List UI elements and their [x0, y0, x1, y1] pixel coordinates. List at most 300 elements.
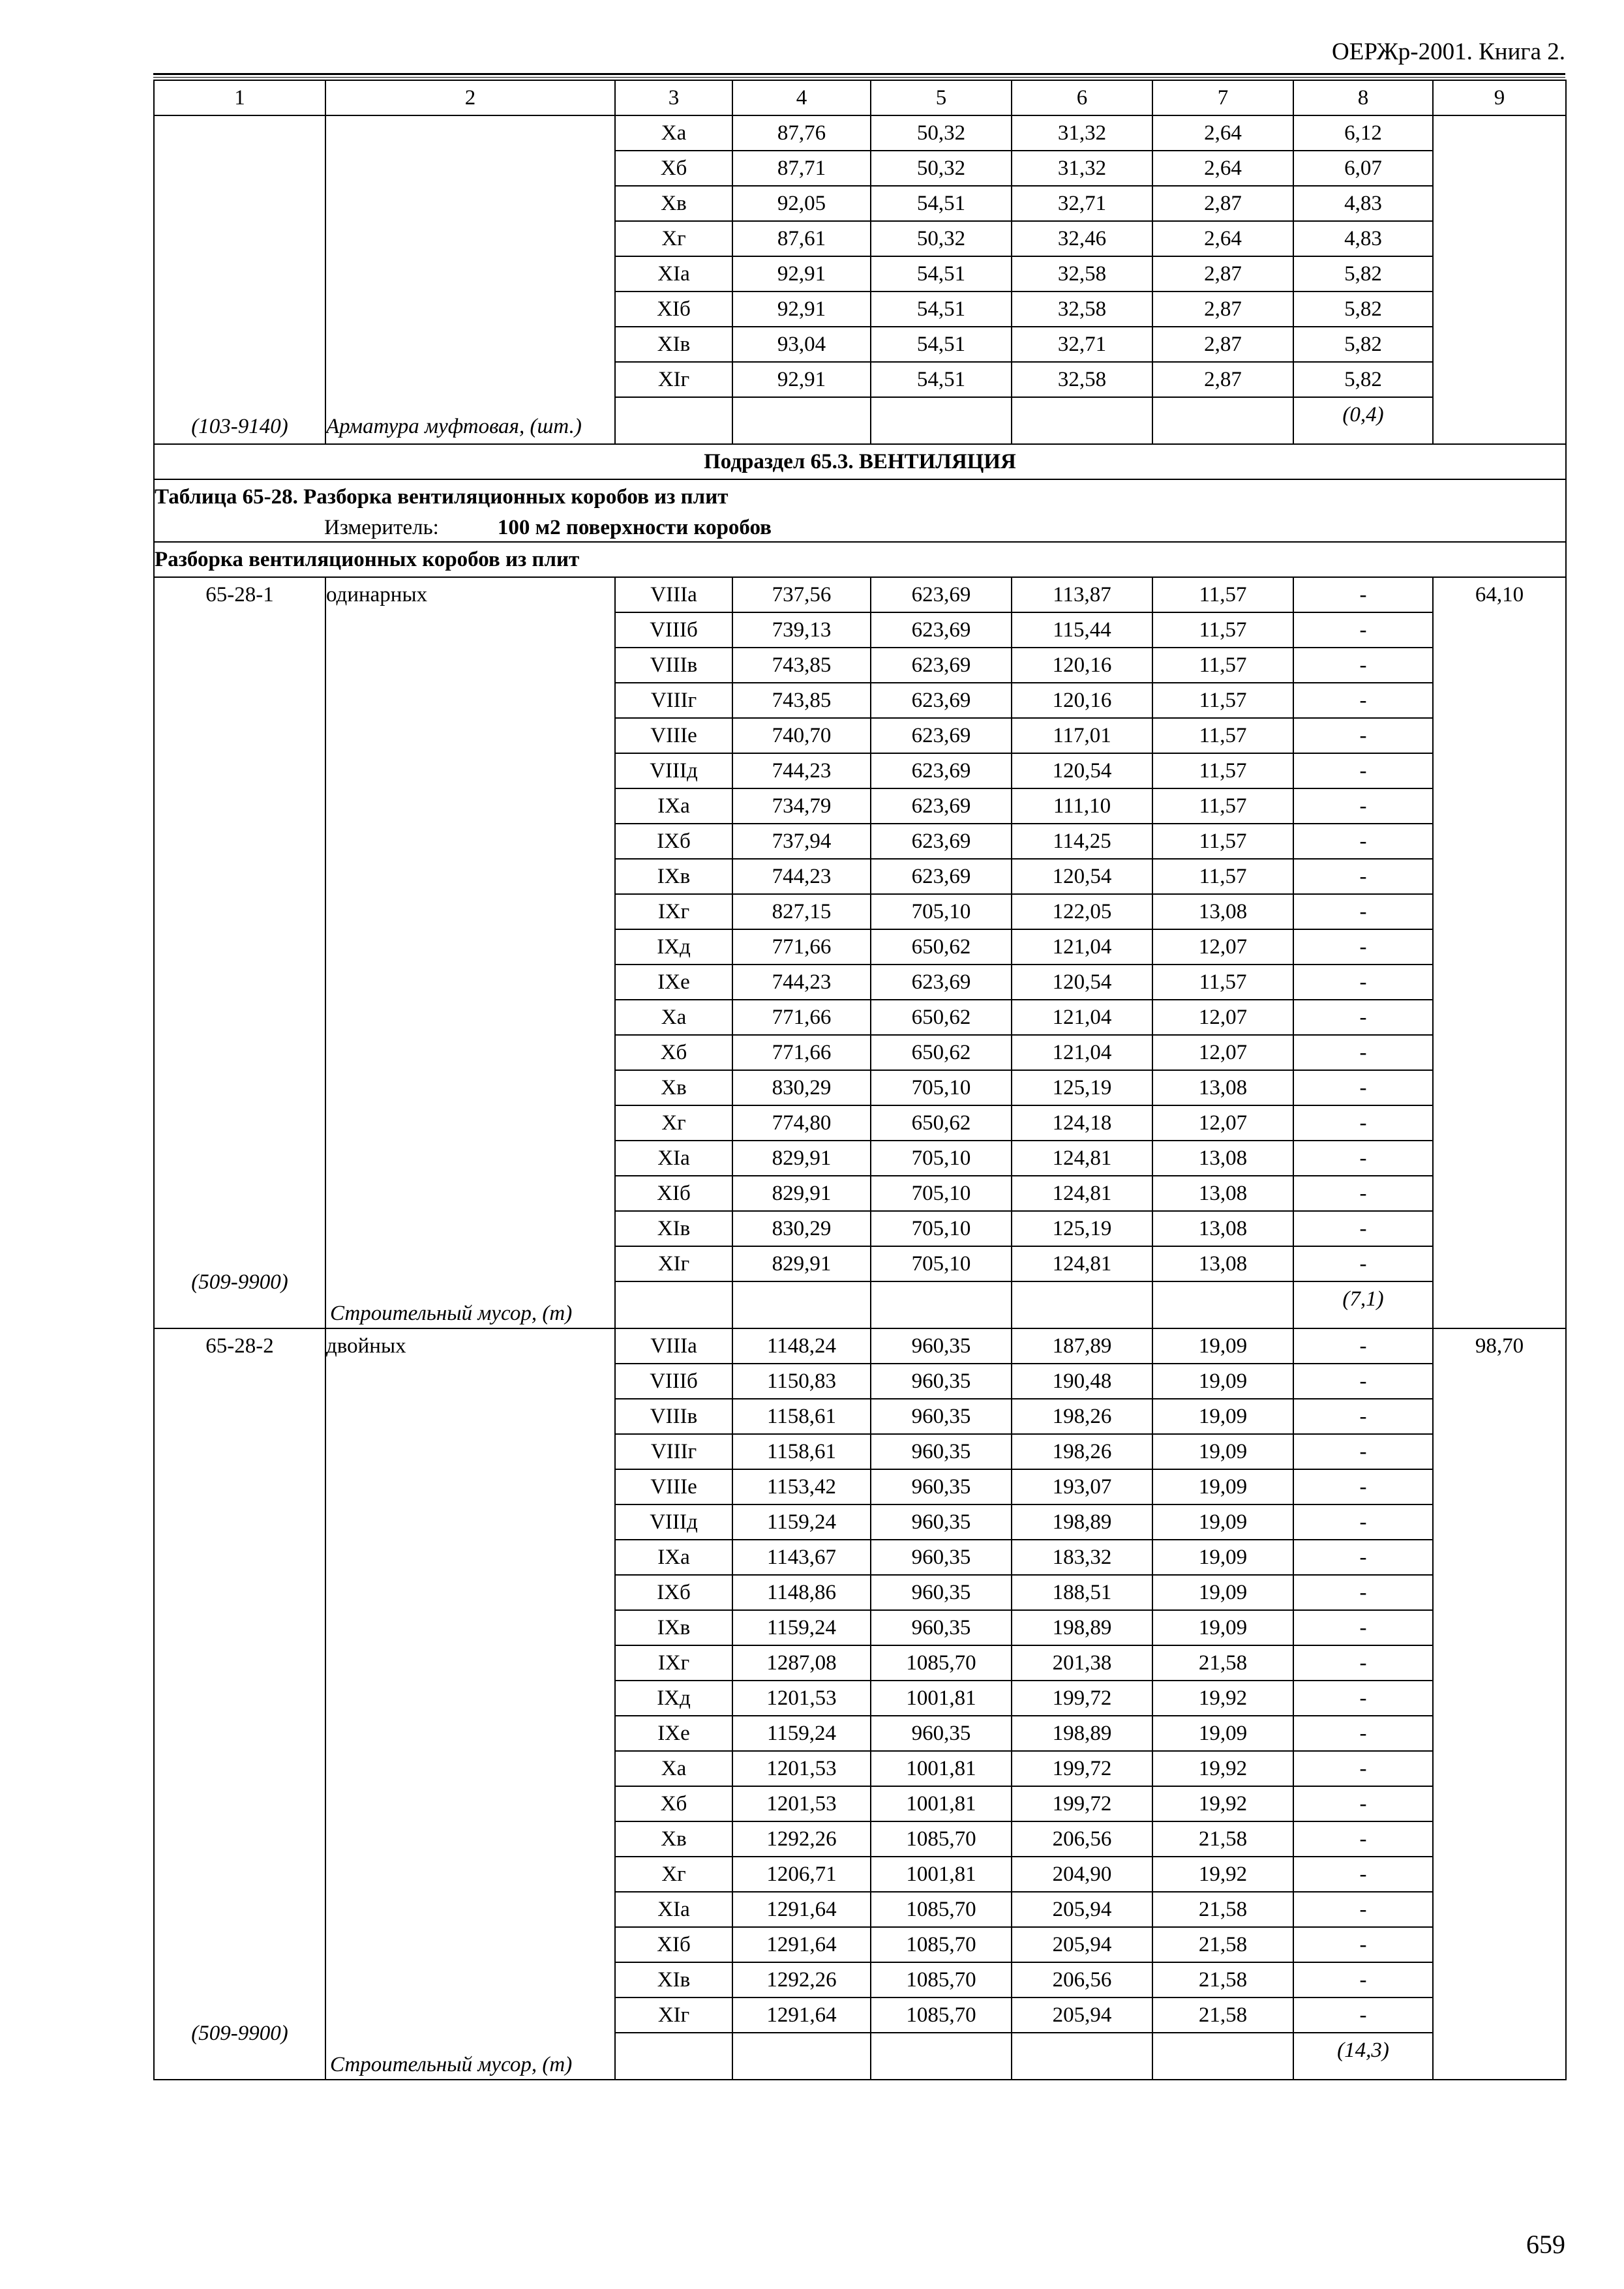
page-header-title: ОЕРЖр-2001. Книга 2.: [1332, 38, 1565, 65]
value-cell: -: [1293, 1645, 1433, 1681]
value-cell: 21,58: [1152, 1821, 1293, 1857]
value-cell: 1291,64: [732, 1997, 871, 2033]
value-cell: IХв: [615, 859, 732, 894]
value-cell: 705,10: [871, 1246, 1012, 1281]
value-cell: 13,08: [1152, 1176, 1293, 1211]
value-cell: 12,07: [1152, 1105, 1293, 1141]
value-cell: 623,69: [871, 753, 1012, 788]
value-cell: 87,61: [732, 221, 871, 256]
value-cell: 19,92: [1152, 1681, 1293, 1716]
table-row: [154, 115, 1566, 151]
value-cell: 2,64: [1152, 221, 1293, 256]
value-cell: ХIв: [615, 327, 732, 362]
value-cell: 1291,64: [732, 1892, 871, 1927]
resource-code: (509-9900): [191, 2022, 288, 2045]
value-cell: 31,32: [1012, 115, 1152, 151]
value-cell: 705,10: [871, 1176, 1012, 1211]
value-cell: -: [1293, 1716, 1433, 1751]
value-cell: 198,89: [1012, 1504, 1152, 1540]
empty-cell: [1012, 397, 1152, 444]
value-cell: 1292,26: [732, 1821, 871, 1857]
value-cell: 2,87: [1152, 256, 1293, 292]
value-cell: 19,09: [1152, 1504, 1293, 1540]
value-cell: 92,05: [732, 186, 871, 221]
value-cell: 50,32: [871, 221, 1012, 256]
value-cell: 199,72: [1012, 1751, 1152, 1786]
value-cell: 623,69: [871, 824, 1012, 859]
value-cell: -: [1293, 1997, 1433, 2033]
value-cell: 960,35: [871, 1716, 1012, 1751]
value-cell: 623,69: [871, 577, 1012, 612]
value-cell: 32,71: [1012, 186, 1152, 221]
value-cell: 1148,86: [732, 1575, 871, 1610]
value-cell: 187,89: [1012, 1328, 1152, 1364]
resource-qty-text: (7,1): [1342, 1287, 1384, 1311]
value-cell: 1085,70: [871, 1997, 1012, 2033]
value-cell: 204,90: [1012, 1857, 1152, 1892]
value-cell: 122,05: [1012, 894, 1152, 929]
value-cell: 2,87: [1152, 292, 1293, 327]
value-cell: 199,72: [1012, 1786, 1152, 1821]
value-cell: Ха: [615, 1000, 732, 1035]
value-cell: 117,01: [1012, 718, 1152, 753]
value-cell: 650,62: [871, 1035, 1012, 1070]
value-cell: 12,07: [1152, 1035, 1293, 1070]
value-cell: Хв: [615, 186, 732, 221]
value-cell: 11,57: [1152, 753, 1293, 788]
column-number: 4: [732, 80, 871, 115]
value-cell: IХг: [615, 894, 732, 929]
col9-cell: [1433, 115, 1566, 444]
empty-cell: [871, 1281, 1012, 1328]
value-cell: 623,69: [871, 965, 1012, 1000]
section-row: [154, 444, 1566, 479]
value-cell: 960,35: [871, 1364, 1012, 1399]
value-cell: -: [1293, 1681, 1433, 1716]
value-cell: -: [1293, 929, 1433, 965]
subheading-row: [154, 542, 1566, 577]
value-cell: 1001,81: [871, 1681, 1012, 1716]
value-cell: 827,15: [732, 894, 871, 929]
value-cell: -: [1293, 612, 1433, 648]
name-cell: [325, 115, 615, 444]
value-cell: -: [1293, 1927, 1433, 1962]
value-cell: -: [1293, 1575, 1433, 1610]
value-cell: 11,57: [1152, 965, 1293, 1000]
value-cell: 113,87: [1012, 577, 1152, 612]
value-cell: 32,46: [1012, 221, 1152, 256]
page-number: 659: [1526, 2230, 1565, 2259]
value-cell: 19,92: [1152, 1857, 1293, 1892]
value-cell: 92,91: [732, 292, 871, 327]
value-cell: -: [1293, 1962, 1433, 1997]
value-cell: 960,35: [871, 1434, 1012, 1469]
value-cell: -: [1293, 718, 1433, 753]
value-cell: 829,91: [732, 1141, 871, 1176]
value-cell: 21,58: [1152, 1962, 1293, 1997]
value-cell: -: [1293, 1857, 1433, 1892]
value-cell: 21,58: [1152, 1645, 1293, 1681]
table-title-row: [154, 479, 1566, 542]
measure-line: [155, 514, 1565, 541]
value-cell: 32,58: [1012, 362, 1152, 397]
value-cell: 121,04: [1012, 1035, 1152, 1070]
value-cell: 5,82: [1293, 362, 1433, 397]
resource-qty-text: (14,3): [1337, 2039, 1389, 2062]
value-cell: ХIб: [615, 1176, 732, 1211]
item-name: двойных: [326, 1334, 406, 1358]
value-cell: -: [1293, 1211, 1433, 1246]
value-cell: 54,51: [871, 186, 1012, 221]
value-cell: -: [1293, 1070, 1433, 1105]
value-cell: -: [1293, 1469, 1433, 1504]
code-cell: [154, 115, 325, 444]
value-cell: VIIIа: [615, 1328, 732, 1364]
resource-name: Строительный мусор, (т): [330, 2053, 573, 2076]
value-cell: 125,19: [1012, 1070, 1152, 1105]
empty-cell: [732, 2033, 871, 2080]
value-cell: 92,91: [732, 256, 871, 292]
item-code: 65-28-1: [205, 583, 274, 606]
value-cell: IХг: [615, 1645, 732, 1681]
value-cell: 87,71: [732, 151, 871, 186]
value-cell: 2,64: [1152, 151, 1293, 186]
table-title-text: Таблица 65-28. Разборка вентиляционных коробов из плит: [155, 485, 729, 509]
value-cell: 54,51: [871, 362, 1012, 397]
value-cell: 198,26: [1012, 1399, 1152, 1434]
column-number: 9: [1433, 80, 1566, 115]
empty-cell: [1012, 2033, 1152, 2080]
value-cell: 960,35: [871, 1469, 1012, 1504]
value-cell: 1001,81: [871, 1786, 1012, 1821]
col9-cell: 64,10: [1433, 577, 1566, 1328]
value-cell: 829,91: [732, 1246, 871, 1281]
value-cell: VIIIд: [615, 753, 732, 788]
value-cell: 93,04: [732, 327, 871, 362]
empty-cell: [1152, 397, 1293, 444]
table-row: [154, 1328, 1566, 1364]
value-cell: 124,81: [1012, 1176, 1152, 1211]
value-cell: 19,09: [1152, 1328, 1293, 1364]
resource-qty-text: (0,4): [1342, 403, 1384, 426]
value-cell: 1143,67: [732, 1540, 871, 1575]
value-cell: 743,85: [732, 648, 871, 683]
value-cell: 623,69: [871, 788, 1012, 824]
value-cell: ХIг: [615, 1246, 732, 1281]
value-cell: -: [1293, 1786, 1433, 1821]
value-cell: 201,38: [1012, 1645, 1152, 1681]
value-cell: 125,19: [1012, 1211, 1152, 1246]
value-cell: 120,54: [1012, 965, 1152, 1000]
value-cell: 740,70: [732, 718, 871, 753]
value-cell: VIIIв: [615, 648, 732, 683]
item-name-cell: [325, 1328, 615, 2080]
value-cell: 960,35: [871, 1504, 1012, 1540]
value-cell: ХIв: [615, 1211, 732, 1246]
value-cell: 1158,61: [732, 1399, 871, 1434]
value-cell: 21,58: [1152, 1892, 1293, 1927]
value-cell: ХIа: [615, 256, 732, 292]
value-cell: 6,07: [1293, 151, 1433, 186]
value-cell: 960,35: [871, 1575, 1012, 1610]
value-cell: IХв: [615, 1610, 732, 1645]
value-cell: 2,87: [1152, 186, 1293, 221]
value-cell: 1001,81: [871, 1751, 1012, 1786]
value-cell: 623,69: [871, 683, 1012, 718]
subheading: Разборка вентиляционных коробов из плит: [154, 542, 1566, 577]
value-cell: 11,57: [1152, 788, 1293, 824]
value-cell: 960,35: [871, 1399, 1012, 1434]
empty-cell: [732, 397, 871, 444]
empty-cell: [732, 1281, 871, 1328]
empty-cell: [871, 397, 1012, 444]
value-cell: 32,71: [1012, 327, 1152, 362]
col9-cell: 98,70: [1433, 1328, 1566, 2080]
value-cell: 774,80: [732, 1105, 871, 1141]
value-cell: Хг: [615, 1105, 732, 1141]
value-cell: 744,23: [732, 859, 871, 894]
value-cell: 115,44: [1012, 612, 1152, 648]
value-cell: 19,92: [1152, 1751, 1293, 1786]
value-cell: 2,87: [1152, 327, 1293, 362]
column-number: 3: [615, 80, 732, 115]
value-cell: 1292,26: [732, 1962, 871, 1997]
value-cell: 6,12: [1293, 115, 1433, 151]
value-cell: -: [1293, 859, 1433, 894]
value-cell: 737,94: [732, 824, 871, 859]
value-cell: 1085,70: [871, 1927, 1012, 1962]
value-cell: -: [1293, 577, 1433, 612]
value-cell: 1085,70: [871, 1892, 1012, 1927]
value-cell: 5,82: [1293, 292, 1433, 327]
value-cell: 21,58: [1152, 1927, 1293, 1962]
value-cell: 12,07: [1152, 929, 1293, 965]
value-cell: 1291,64: [732, 1927, 871, 1962]
value-cell: 205,94: [1012, 1997, 1152, 2033]
value-cell: -: [1293, 1246, 1433, 1281]
value-cell: 705,10: [871, 1070, 1012, 1105]
value-cell: VIIIв: [615, 1399, 732, 1434]
value-cell: -: [1293, 1105, 1433, 1141]
value-cell: IХа: [615, 1540, 732, 1575]
item-code-cell: [154, 1328, 325, 2080]
value-cell: Хб: [615, 1786, 732, 1821]
value-cell: 124,81: [1012, 1246, 1152, 1281]
value-cell: 120,16: [1012, 683, 1152, 718]
value-cell: 19,09: [1152, 1610, 1293, 1645]
measure-label: Измеритель:: [324, 516, 439, 539]
value-cell: 199,72: [1012, 1681, 1152, 1716]
value-cell: 744,23: [732, 965, 871, 1000]
value-cell: 623,69: [871, 718, 1012, 753]
value-cell: 960,35: [871, 1328, 1012, 1364]
value-cell: 11,57: [1152, 612, 1293, 648]
value-cell: Хв: [615, 1070, 732, 1105]
value-cell: 19,09: [1152, 1364, 1293, 1399]
value-cell: -: [1293, 1751, 1433, 1786]
value-cell: -: [1293, 1000, 1433, 1035]
value-cell: 13,08: [1152, 1246, 1293, 1281]
table-title: [154, 479, 1566, 542]
value-cell: 743,85: [732, 683, 871, 718]
value-cell: ХIб: [615, 292, 732, 327]
column-number-row: [154, 80, 1566, 115]
item-code-cell: [154, 577, 325, 1328]
empty-cell: [615, 2033, 732, 2080]
value-cell: Хг: [615, 221, 732, 256]
value-cell: Хб: [615, 1035, 732, 1070]
value-cell: 623,69: [871, 648, 1012, 683]
value-cell: IХд: [615, 929, 732, 965]
value-cell: 1153,42: [732, 1469, 871, 1504]
value-cell: 198,89: [1012, 1610, 1152, 1645]
value-cell: 183,32: [1012, 1540, 1152, 1575]
value-cell: 19,09: [1152, 1716, 1293, 1751]
value-cell: 19,09: [1152, 1575, 1293, 1610]
value-cell: 19,09: [1152, 1469, 1293, 1504]
item-name: одинарных: [326, 583, 428, 606]
value-cell: 734,79: [732, 788, 871, 824]
value-cell: -: [1293, 1434, 1433, 1469]
value-cell: VIIIа: [615, 577, 732, 612]
section-title: Подраздел 65.3. ВЕНТИЛЯЦИЯ: [154, 444, 1566, 479]
item-name-cell: [325, 577, 615, 1328]
value-cell: 198,26: [1012, 1434, 1152, 1469]
value-cell: 21,58: [1152, 1997, 1293, 2033]
value-cell: 2,64: [1152, 115, 1293, 151]
value-cell: 205,94: [1012, 1927, 1152, 1962]
value-cell: 11,57: [1152, 577, 1293, 612]
value-cell: 829,91: [732, 1176, 871, 1211]
resource-name: Арматура муфтовая, (шт.): [326, 415, 582, 438]
value-cell: 1001,81: [871, 1857, 1012, 1892]
value-cell: 4,83: [1293, 221, 1433, 256]
value-cell: Хг: [615, 1857, 732, 1892]
value-cell: 114,25: [1012, 824, 1152, 859]
empty-cell: [871, 2033, 1012, 2080]
value-cell: -: [1293, 683, 1433, 718]
value-cell: 1201,53: [732, 1751, 871, 1786]
value-cell: 2,87: [1152, 362, 1293, 397]
value-cell: IХб: [615, 824, 732, 859]
empty-cell: [1012, 1281, 1152, 1328]
value-cell: 5,82: [1293, 327, 1433, 362]
value-cell: 19,09: [1152, 1540, 1293, 1575]
resource-name: Строительный мусор, (т): [330, 1302, 573, 1325]
value-cell: 120,54: [1012, 753, 1152, 788]
value-cell: -: [1293, 1141, 1433, 1176]
value-cell: 190,48: [1012, 1364, 1152, 1399]
value-cell: 830,29: [732, 1211, 871, 1246]
value-cell: ХIг: [615, 362, 732, 397]
value-cell: -: [1293, 1821, 1433, 1857]
value-cell: 744,23: [732, 753, 871, 788]
value-cell: 650,62: [871, 1000, 1012, 1035]
value-cell: 32,58: [1012, 256, 1152, 292]
value-cell: 54,51: [871, 292, 1012, 327]
value-cell: 705,10: [871, 1211, 1012, 1246]
value-cell: 1287,08: [732, 1645, 871, 1681]
value-cell: VIIIд: [615, 1504, 732, 1540]
value-cell: -: [1293, 1610, 1433, 1645]
value-cell: 120,16: [1012, 648, 1152, 683]
empty-cell: [1152, 2033, 1293, 2080]
value-cell: VIIIе: [615, 718, 732, 753]
value-cell: 1201,53: [732, 1681, 871, 1716]
value-cell: 705,10: [871, 894, 1012, 929]
value-cell: -: [1293, 1540, 1433, 1575]
value-cell: 5,82: [1293, 256, 1433, 292]
value-cell: 1206,71: [732, 1857, 871, 1892]
value-cell: 11,57: [1152, 648, 1293, 683]
value-cell: 124,18: [1012, 1105, 1152, 1141]
item-code: 65-28-2: [205, 1334, 274, 1358]
value-cell: 13,08: [1152, 1070, 1293, 1105]
resource-qty: [1293, 397, 1433, 444]
resource-qty: [1293, 2033, 1433, 2080]
value-cell: -: [1293, 965, 1433, 1000]
price-table: [153, 80, 1567, 2080]
value-cell: 121,04: [1012, 929, 1152, 965]
value-cell: Хб: [615, 151, 732, 186]
value-cell: -: [1293, 648, 1433, 683]
column-number: 8: [1293, 80, 1433, 115]
value-cell: -: [1293, 1892, 1433, 1927]
empty-cell: [615, 397, 732, 444]
value-cell: 960,35: [871, 1540, 1012, 1575]
header-rule: [153, 73, 1565, 75]
value-cell: 92,91: [732, 362, 871, 397]
resource-code: (509-9900): [191, 1270, 288, 1294]
value-cell: 13,08: [1152, 894, 1293, 929]
value-cell: 1085,70: [871, 1645, 1012, 1681]
value-cell: -: [1293, 1035, 1433, 1070]
value-cell: 1159,24: [732, 1610, 871, 1645]
value-cell: 705,10: [871, 1141, 1012, 1176]
value-cell: 623,69: [871, 859, 1012, 894]
value-cell: 124,81: [1012, 1141, 1152, 1176]
header-rule-thin: [153, 77, 1565, 78]
value-cell: 111,10: [1012, 788, 1152, 824]
value-cell: 205,94: [1012, 1892, 1152, 1927]
value-cell: 771,66: [732, 929, 871, 965]
value-cell: IХе: [615, 1716, 732, 1751]
value-cell: -: [1293, 824, 1433, 859]
value-cell: -: [1293, 788, 1433, 824]
table-row: [154, 577, 1566, 612]
value-cell: 32,58: [1012, 292, 1152, 327]
value-cell: 11,57: [1152, 718, 1293, 753]
column-number: 5: [871, 80, 1012, 115]
value-cell: 1159,24: [732, 1716, 871, 1751]
value-cell: 19,09: [1152, 1434, 1293, 1469]
value-cell: 31,32: [1012, 151, 1152, 186]
value-cell: 19,92: [1152, 1786, 1293, 1821]
value-cell: 4,83: [1293, 186, 1433, 221]
value-cell: ХIб: [615, 1927, 732, 1962]
column-number: 2: [325, 80, 615, 115]
value-cell: 1159,24: [732, 1504, 871, 1540]
value-cell: 54,51: [871, 256, 1012, 292]
value-cell: 1158,61: [732, 1434, 871, 1469]
value-cell: VIIIе: [615, 1469, 732, 1504]
value-cell: IХб: [615, 1575, 732, 1610]
value-cell: IХд: [615, 1681, 732, 1716]
column-number: 1: [154, 80, 325, 115]
value-cell: VIIIг: [615, 1434, 732, 1469]
value-cell: 206,56: [1012, 1821, 1152, 1857]
value-cell: 960,35: [871, 1610, 1012, 1645]
